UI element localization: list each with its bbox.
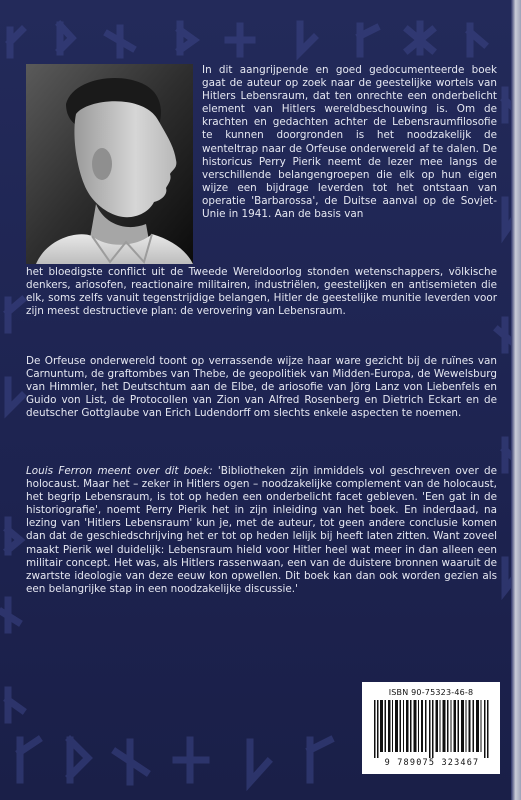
second-paragraph: De Orfeuse onderwereld toont op verrassende wijze haar ware gezicht bij de ruïnes van Carnuntum, de graftombes van Thebe, de geopolitiek van Midden-Europa, de Wewelsburg van Himmler, het Deutschtum aan de Elbe, de ariosofie van Jörg Lanz von Liebenfels en Guido von List, de Protocollen van Zion van Alfred Rosenberg en Dietrich Eckart en de deutscher Gottglaube van Erich Ludendorff om slechts enkele aspecten te noemen. bbox=[26, 355, 497, 420]
review-quote-paragraph bbox=[26, 465, 497, 596]
page-edge bbox=[511, 0, 521, 800]
author-portrait bbox=[26, 64, 193, 264]
review-quote-lead: Louis Ferron meent over dit boek: bbox=[26, 465, 213, 477]
intro-paragraph-bottom: het bloedigste conflict uit de Tweede Wereldoorlog stonden wetenschappers, völkische denkers, ariosofen, reactionaire militairen, industriëlen, geestelijken en antisemieten die elk, soms zelfs vanuit tegenstrijdige belangen, Hitler de geestelijke munitie leverden voor zijn meest destructieve plan: de verovering van Lebensraum. bbox=[26, 266, 497, 318]
isbn-label: ISBN 90-75323-46-8 bbox=[388, 688, 474, 697]
ean-digits: 9 789075 323467 bbox=[384, 758, 480, 768]
barcode-bars bbox=[372, 700, 492, 758]
review-quote-body: 'Bibliotheken zijn inmiddels vol geschreven over de holocaust. Maar het – zeker in Hitlers ogen – noodzakelijke complement van de holocaust, het begrip Lebensraum, is tot op heden een onderbelicht facet gebleven. 'Een gat in de historiografie', noemt Perry Pierik het in zijn inleiding van het boek. En inderdaad, na lezing van 'Hitlers Lebensraum' kun je, met de auteur, tot geen andere conclusie komen dan dat de geschiedschrijving het er tot op heden lelijk bij heeft laten zitten. Want zoveel maakt Pierik wel duidelijk: Lebensraum hield voor Hitler heel wat meer in dan alleen een militair concept. Het was, als Hitlers rassenwaan, een van de duistere bronnen waaruit de zwartste ideologie van deze eeuw kon opwellen. Dit boek kan dan ook worden gezien als een belangrijke stap in een noodzakelijke discussie.' bbox=[26, 465, 498, 595]
isbn-barcode bbox=[362, 682, 500, 774]
intro-paragraph-top: In dit aangrijpende en goed gedocumenteerde boek gaat de auteur op zoek naar de geestelijke wortels van Hitlers Lebensraum, dat ten onrechte een onderbelicht element van Hitlers wereldbeschouwing is. Om de krachten en gedachten achter de Lebensraumfilosofie te kunnen doorgronden is het noodzakelijk de wenteltrap naar de Orfeuse onderwereld af te dalen. De historicus Perry Pierik neemt de lezer mee langs de verschillende belangengroepen die elk op hun eigen wijze een bijdrage leverden tot het ontstaan van operatie 'Barbarossa', de Duitse aanval op de Sovjet-Unie in 1941. Aan de basis van bbox=[202, 64, 497, 221]
